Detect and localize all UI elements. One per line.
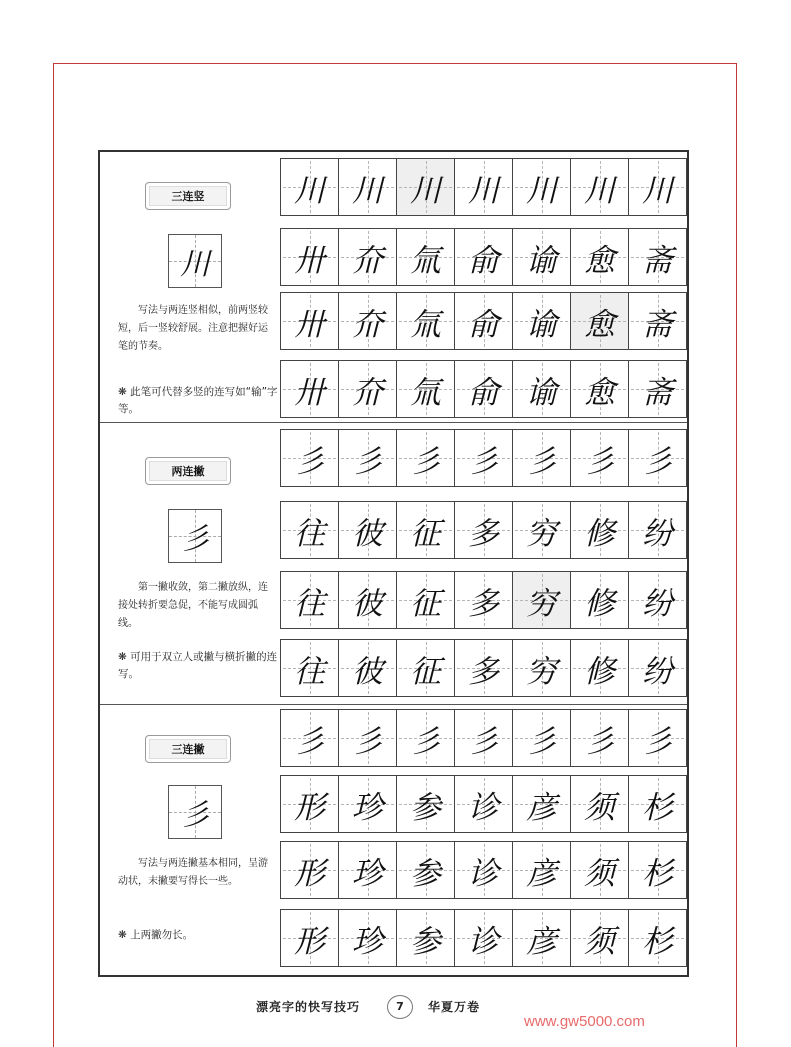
practice-character: 川 [468,172,499,209]
practice-cell [512,158,570,216]
stroke-note: ❋ 可用于双立人或撇与横折撇的连写。 [118,651,278,680]
practice-character: 川 [294,172,325,209]
practice-sheet [98,150,689,977]
practice-character: 珍 [352,923,383,960]
practice-cell [396,158,454,216]
practice-cell [396,639,454,697]
practice-cell [570,228,628,286]
practice-cell [454,360,512,418]
practice-character: 俞 [468,374,499,411]
practice-cell [338,841,396,899]
practice-character: 川 [526,172,557,209]
practice-cell [512,909,570,967]
practice-character: 川 [642,172,673,209]
practice-character: 彡 [642,443,673,480]
practice-cell [338,292,396,350]
practice-character: 彡 [584,443,615,480]
practice-cell [512,292,570,350]
practice-cell [512,501,570,559]
practice-character: 参 [410,855,441,892]
practice-cell [512,360,570,418]
practice-character: 川 [352,172,383,209]
practice-character: 氚 [410,374,441,411]
practice-cell [512,571,570,629]
practice-cell [628,639,687,697]
practice-character: 穷 [526,653,557,690]
section-info [100,705,280,975]
practice-cell [570,909,628,967]
practice-character: 愈 [584,374,615,411]
practice-character: 杉 [642,855,673,892]
practice-cell [570,571,628,629]
practice-character: 夼 [352,306,383,343]
practice-character: 穷 [526,515,557,552]
practice-character: 斋 [642,306,673,343]
practice-cell [338,571,396,629]
practice-character: 彼 [352,653,383,690]
practice-row [280,639,687,697]
practice-row [280,775,687,833]
practice-cell [338,909,396,967]
section-two-left-falling [100,423,687,705]
practice-row [280,501,687,559]
practice-character: 川 [584,172,615,209]
practice-cell [512,709,570,767]
practice-character: 珍 [352,789,383,826]
practice-character: 彡 [410,443,441,480]
page-footer [0,995,791,1019]
practice-character: 谕 [526,374,557,411]
practice-character: 氚 [410,306,441,343]
sample-character: 彡 [180,522,210,557]
practice-cell [396,228,454,286]
practice-cell [396,501,454,559]
practice-character: 珍 [352,855,383,892]
practice-character: 征 [410,585,441,622]
practice-character: 彡 [410,723,441,760]
practice-cell [280,639,338,697]
practice-cell [570,429,628,487]
practice-character: 谕 [526,306,557,343]
practice-cell [512,639,570,697]
practice-cell [338,228,396,286]
sample-character-box [168,785,222,839]
sample-character-box [168,234,222,288]
practice-cell [454,639,512,697]
practice-character: 纷 [642,585,673,622]
practice-cell [512,841,570,899]
practice-row [280,571,687,629]
practice-character: 彡 [584,723,615,760]
practice-cell [570,501,628,559]
practice-cell [396,709,454,767]
practice-character: 形 [294,789,325,826]
practice-cell [628,501,687,559]
practice-character: 俞 [468,306,499,343]
practice-character: 往 [294,515,325,552]
book-title: 漂亮字的快写技巧 [256,1000,361,1014]
sample-character-box [168,509,222,563]
practice-cell [454,841,512,899]
stroke-note: ❋ 此笔可代替多竖的连写如“输”字等。 [118,386,278,415]
practice-cell [280,292,338,350]
sample-character: 彡 [180,798,210,833]
practice-character: 彡 [352,443,383,480]
practice-character: 夼 [352,242,383,279]
practice-cell [396,775,454,833]
practice-character: 杉 [642,923,673,960]
practice-character: 征 [410,653,441,690]
practice-character: 杉 [642,789,673,826]
stroke-description: 写法与两连竖相似，前两竖较短，后一竖较舒展。注意把握好运笔的节奏。 [118,305,268,352]
practice-cell [396,429,454,487]
practice-cell [628,909,687,967]
practice-character: 形 [294,923,325,960]
stroke-label: 三连竖 [145,182,231,210]
practice-character: 川 [410,172,441,209]
section-three-vertical [100,152,687,423]
practice-row [280,909,687,967]
practice-character: 彼 [352,585,383,622]
practice-row [280,841,687,899]
practice-cell [454,292,512,350]
practice-character: 彡 [352,723,383,760]
practice-row [280,292,687,350]
practice-character: 彡 [526,723,557,760]
practice-character: 往 [294,585,325,622]
page-number: 7 [387,995,413,1019]
practice-character: 愈 [584,306,615,343]
section-info [100,423,280,704]
practice-cell [454,501,512,559]
practice-cell [338,501,396,559]
practice-character: 须 [584,855,615,892]
practice-cell [280,228,338,286]
stroke-note: ❋ 上两撇勿长。 [118,929,194,941]
practice-character: 氚 [410,242,441,279]
practice-cell [338,709,396,767]
practice-character: 夼 [352,374,383,411]
practice-cell [628,571,687,629]
practice-cell [570,360,628,418]
practice-character: 诊 [468,855,499,892]
practice-character: 多 [468,585,499,622]
sample-character: 川 [180,247,210,282]
practice-cell [280,841,338,899]
practice-character: 愈 [584,242,615,279]
practice-cell [280,775,338,833]
practice-character: 俞 [468,242,499,279]
practice-cell [280,429,338,487]
practice-cell [512,775,570,833]
practice-cell [454,228,512,286]
stroke-description: 写法与两连撇基本相同，呈游动状，末撇要写得长一些。 [118,858,268,887]
practice-character: 修 [584,515,615,552]
practice-cell [628,158,687,216]
practice-character: 彡 [642,723,673,760]
practice-cell [570,639,628,697]
practice-character: 彡 [294,723,325,760]
practice-cell [512,228,570,286]
practice-character: 彦 [526,855,557,892]
practice-character: 形 [294,855,325,892]
practice-cell [280,709,338,767]
practice-cell [454,158,512,216]
practice-cell [628,360,687,418]
practice-cell [570,158,628,216]
stroke-description: 第一撇收敛，第二撇放纵，连接处转折要急促，不能写成圆弧线。 [118,582,268,629]
practice-cell [454,775,512,833]
practice-character: 修 [584,585,615,622]
practice-character: 多 [468,653,499,690]
practice-cell [570,292,628,350]
practice-character: 修 [584,653,615,690]
practice-cell [628,429,687,487]
practice-cell [338,639,396,697]
practice-character: 卅 [294,306,325,343]
practice-character: 征 [410,515,441,552]
practice-row [280,158,687,216]
practice-cell [280,571,338,629]
practice-character: 纷 [642,653,673,690]
practice-character: 彡 [526,443,557,480]
practice-character: 斋 [642,242,673,279]
practice-character: 多 [468,515,499,552]
practice-cell [570,841,628,899]
practice-character: 卅 [294,374,325,411]
practice-character: 参 [410,789,441,826]
practice-cell [280,909,338,967]
practice-cell [454,571,512,629]
practice-row [280,429,687,487]
practice-cell [628,775,687,833]
practice-character: 须 [584,789,615,826]
practice-cell [280,158,338,216]
practice-cell [628,228,687,286]
practice-cell [454,909,512,967]
practice-character: 往 [294,653,325,690]
practice-cell [628,709,687,767]
practice-cell [628,292,687,350]
practice-character: 彦 [526,789,557,826]
stroke-label: 两连撇 [145,457,231,485]
practice-cell [338,775,396,833]
practice-cell [396,360,454,418]
practice-row [280,709,687,767]
practice-character: 诊 [468,923,499,960]
practice-character: 彦 [526,923,557,960]
practice-row [280,360,687,418]
practice-character: 彡 [468,443,499,480]
practice-character: 彼 [352,515,383,552]
section-three-left-falling [100,705,687,975]
practice-character: 彡 [294,443,325,480]
practice-row [280,228,687,286]
practice-character: 谕 [526,242,557,279]
practice-cell [396,909,454,967]
practice-cell [338,158,396,216]
publisher: 华夏万卷 [428,1000,481,1014]
practice-cell [338,360,396,418]
practice-character: 穷 [526,585,557,622]
practice-cell [628,841,687,899]
practice-character: 须 [584,923,615,960]
section-info [100,152,280,422]
practice-cell [512,429,570,487]
practice-character: 卅 [294,242,325,279]
practice-cell [396,292,454,350]
practice-character: 参 [410,923,441,960]
practice-character: 斋 [642,374,673,411]
stroke-label: 三连撇 [145,735,231,763]
practice-cell [338,429,396,487]
practice-cell [454,429,512,487]
watermark-url: www.gw5000.com [524,1013,645,1030]
practice-character: 纷 [642,515,673,552]
practice-cell [280,501,338,559]
practice-cell [454,709,512,767]
practice-character: 彡 [468,723,499,760]
practice-cell [396,841,454,899]
practice-character: 诊 [468,789,499,826]
practice-cell [280,360,338,418]
practice-cell [396,571,454,629]
practice-cell [570,709,628,767]
practice-cell [570,775,628,833]
